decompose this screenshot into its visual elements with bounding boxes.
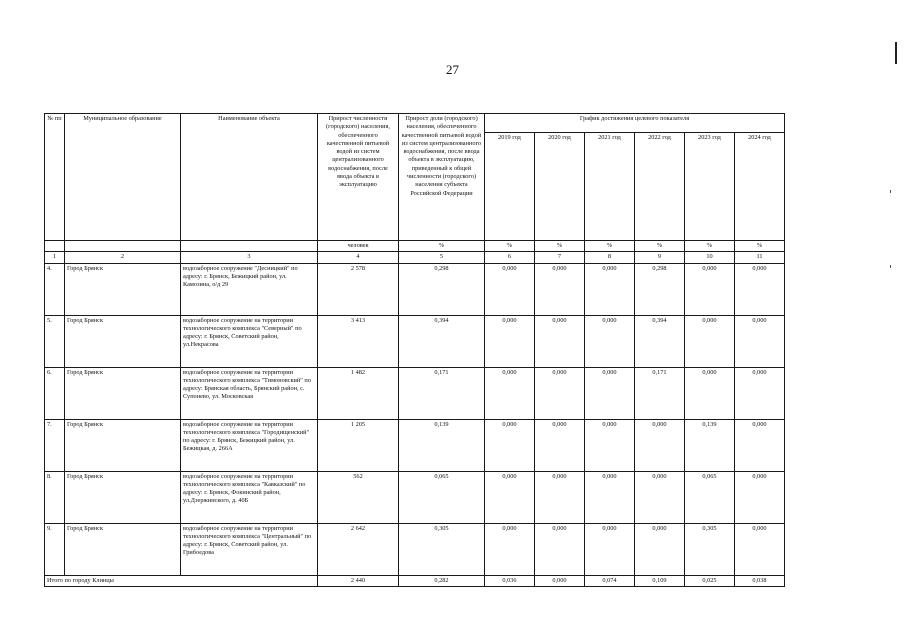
- row-population: 562: [318, 471, 399, 523]
- header-num: № пп: [45, 114, 65, 241]
- row-object: водозаборное сооружение на территории технологического комплекса "Центральный" по адресу: г. Брянск, Советский район, ул. Грибоедова: [181, 523, 318, 575]
- row-municipality: Город Брянск: [65, 471, 181, 523]
- row-year-value: 0,000: [735, 471, 785, 523]
- row-year-value: 0,000: [685, 315, 735, 367]
- total-year-value: 0,025: [685, 575, 735, 586]
- column-number: 2: [65, 252, 181, 263]
- row-year-value: 0,000: [685, 367, 735, 419]
- header-share-growth: Прирост доли (городского) населения, обеспеченного качественной питьевой водой из систем централизованного водоснабжения, после ввода объекта в эксплуатацию, приведенный к общей численности (городского) населения субъекта Российской Федерации: [399, 114, 485, 241]
- row-year-value: 0,305: [685, 523, 735, 575]
- row-object: водозаборное сооружение на территории технологического комплекса "Кавказский" по адресу: г. Брянск, Фокинский район, ул.Дзержинского, д. 40Б: [181, 471, 318, 523]
- table-row: [45, 263, 785, 315]
- row-num: 4.: [45, 263, 65, 315]
- column-number: 9: [635, 252, 685, 263]
- row-year-value: 0,139: [685, 419, 735, 471]
- table-row: [45, 315, 785, 367]
- page-number: 27: [446, 62, 459, 77]
- row-share: 0,298: [399, 263, 485, 315]
- row-num: 5.: [45, 315, 65, 367]
- row-year-value: 0,000: [585, 263, 635, 315]
- column-number-row: [45, 252, 785, 263]
- header-object-name: Наименование объекта: [181, 114, 318, 241]
- unit-year: %: [585, 241, 635, 252]
- row-share: 0,139: [399, 419, 485, 471]
- unit-year: %: [685, 241, 735, 252]
- row-share: 0,305: [399, 523, 485, 575]
- header-row-1: [45, 114, 785, 133]
- row-municipality: Город Брянск: [65, 523, 181, 575]
- row-year-value: 0,000: [535, 367, 585, 419]
- row-year-value: 0,000: [735, 419, 785, 471]
- row-municipality: Город Брянск: [65, 315, 181, 367]
- row-year-value: 0,000: [485, 367, 535, 419]
- column-number: 1: [45, 252, 65, 263]
- row-year-value: 0,000: [735, 263, 785, 315]
- unit-population: человек: [318, 241, 399, 252]
- row-num: 7.: [45, 419, 65, 471]
- scan-speck: [890, 190, 891, 193]
- row-object: водозаборное сооружение "Десницкий" по адресу: г. Брянск, Бежицкий район, ул. Камозина, о/д 29: [181, 263, 318, 315]
- header-year: 2019 год: [485, 133, 535, 241]
- row-municipality: Город Брянск: [65, 263, 181, 315]
- row-year-value: 0,000: [635, 523, 685, 575]
- column-number: 3: [181, 252, 318, 263]
- unit-year: %: [635, 241, 685, 252]
- row-num: 6.: [45, 367, 65, 419]
- header-municipality: Муниципальное образование: [65, 114, 181, 241]
- unit-year: %: [735, 241, 785, 252]
- row-population: 1 482: [318, 367, 399, 419]
- target-indicator-table: [44, 113, 785, 587]
- unit-year: %: [535, 241, 585, 252]
- row-year-value: 0,000: [735, 315, 785, 367]
- row-year-value: 0,000: [485, 315, 535, 367]
- header-year: 2022 год: [635, 133, 685, 241]
- row-share: 0,065: [399, 471, 485, 523]
- row-year-value: 0,000: [735, 367, 785, 419]
- row-year-value: 0,000: [585, 419, 635, 471]
- total-year-value: 0,038: [735, 575, 785, 586]
- table-row: [45, 367, 785, 419]
- row-year-value: 0,171: [635, 367, 685, 419]
- row-share: 0,394: [399, 315, 485, 367]
- scan-edge-mark: [895, 42, 897, 64]
- row-num: 8.: [45, 471, 65, 523]
- total-share: 0,282: [399, 575, 485, 586]
- row-municipality: Город Брянск: [65, 367, 181, 419]
- units-row: [45, 241, 785, 252]
- row-year-value: 0,000: [485, 419, 535, 471]
- row-year-value: 0,298: [635, 263, 685, 315]
- row-year-value: 0,000: [585, 315, 635, 367]
- row-year-value: 0,000: [535, 419, 585, 471]
- column-number: 10: [685, 252, 735, 263]
- row-year-value: 0,000: [535, 263, 585, 315]
- table-row: [45, 419, 785, 471]
- row-object: водозаборное сооружение на территории технологического комплекса "Городищенский" по адресу: г. Брянск, Бежицкий район, ул. Бежицкая, д. 266А: [181, 419, 318, 471]
- header-year: 2023 год: [685, 133, 735, 241]
- column-number: 8: [585, 252, 635, 263]
- row-year-value: 0,065: [685, 471, 735, 523]
- row-object: водозаборное сооружение на территории технологического комплекса "Тимоновский" по адресу: Брянская область, Брянский район, с. Супонево, ул. Московская: [181, 367, 318, 419]
- row-population: 3 413: [318, 315, 399, 367]
- column-number: 5: [399, 252, 485, 263]
- scan-speck: [890, 265, 891, 268]
- header-year: 2020 год: [535, 133, 585, 241]
- row-year-value: 0,000: [685, 263, 735, 315]
- row-year-value: 0,000: [585, 471, 635, 523]
- row-year-value: 0,394: [635, 315, 685, 367]
- row-object: водозаборное сооружение на территории технологического комплекса "Северный" по адресу: г. Брянск, Советский район, ул.Некрасова: [181, 315, 318, 367]
- table-row: [45, 471, 785, 523]
- row-year-value: 0,000: [485, 263, 535, 315]
- column-number: 7: [535, 252, 585, 263]
- column-number: 6: [485, 252, 535, 263]
- total-year-value: 0,109: [635, 575, 685, 586]
- total-year-value: 0,000: [535, 575, 585, 586]
- column-number: 4: [318, 252, 399, 263]
- row-year-value: 0,000: [585, 367, 635, 419]
- row-year-value: 0,000: [535, 315, 585, 367]
- row-population: 2 578: [318, 263, 399, 315]
- total-year-value: 0,074: [585, 575, 635, 586]
- row-num: 9.: [45, 523, 65, 575]
- total-label: Итого по городу Клинцы: [45, 575, 318, 586]
- row-year-value: 0,000: [535, 471, 585, 523]
- row-year-value: 0,000: [635, 419, 685, 471]
- total-population: 2 440: [318, 575, 399, 586]
- header-year: 2021 год: [585, 133, 635, 241]
- unit-year: %: [485, 241, 535, 252]
- row-year-value: 0,000: [535, 523, 585, 575]
- row-year-value: 0,000: [585, 523, 635, 575]
- table-row: [45, 523, 785, 575]
- row-municipality: Город Брянск: [65, 419, 181, 471]
- row-year-value: 0,000: [485, 471, 535, 523]
- row-population: 2 642: [318, 523, 399, 575]
- total-year-value: 0,036: [485, 575, 535, 586]
- row-year-value: 0,000: [735, 523, 785, 575]
- header-year: 2024 год: [735, 133, 785, 241]
- column-number: 11: [735, 252, 785, 263]
- total-row: [45, 575, 785, 586]
- row-year-value: 0,000: [485, 523, 535, 575]
- unit-share: %: [399, 241, 485, 252]
- row-population: 1 205: [318, 419, 399, 471]
- row-share: 0,171: [399, 367, 485, 419]
- header-schedule: График достижения целевого показателя: [485, 114, 785, 133]
- header-population-growth: Прирост численности (городского) населения, обеспеченного качественной питьевой водой из систем централизованного водоснабжения, после ввода объекта в эксплуатацию: [318, 114, 399, 241]
- row-year-value: 0,000: [635, 471, 685, 523]
